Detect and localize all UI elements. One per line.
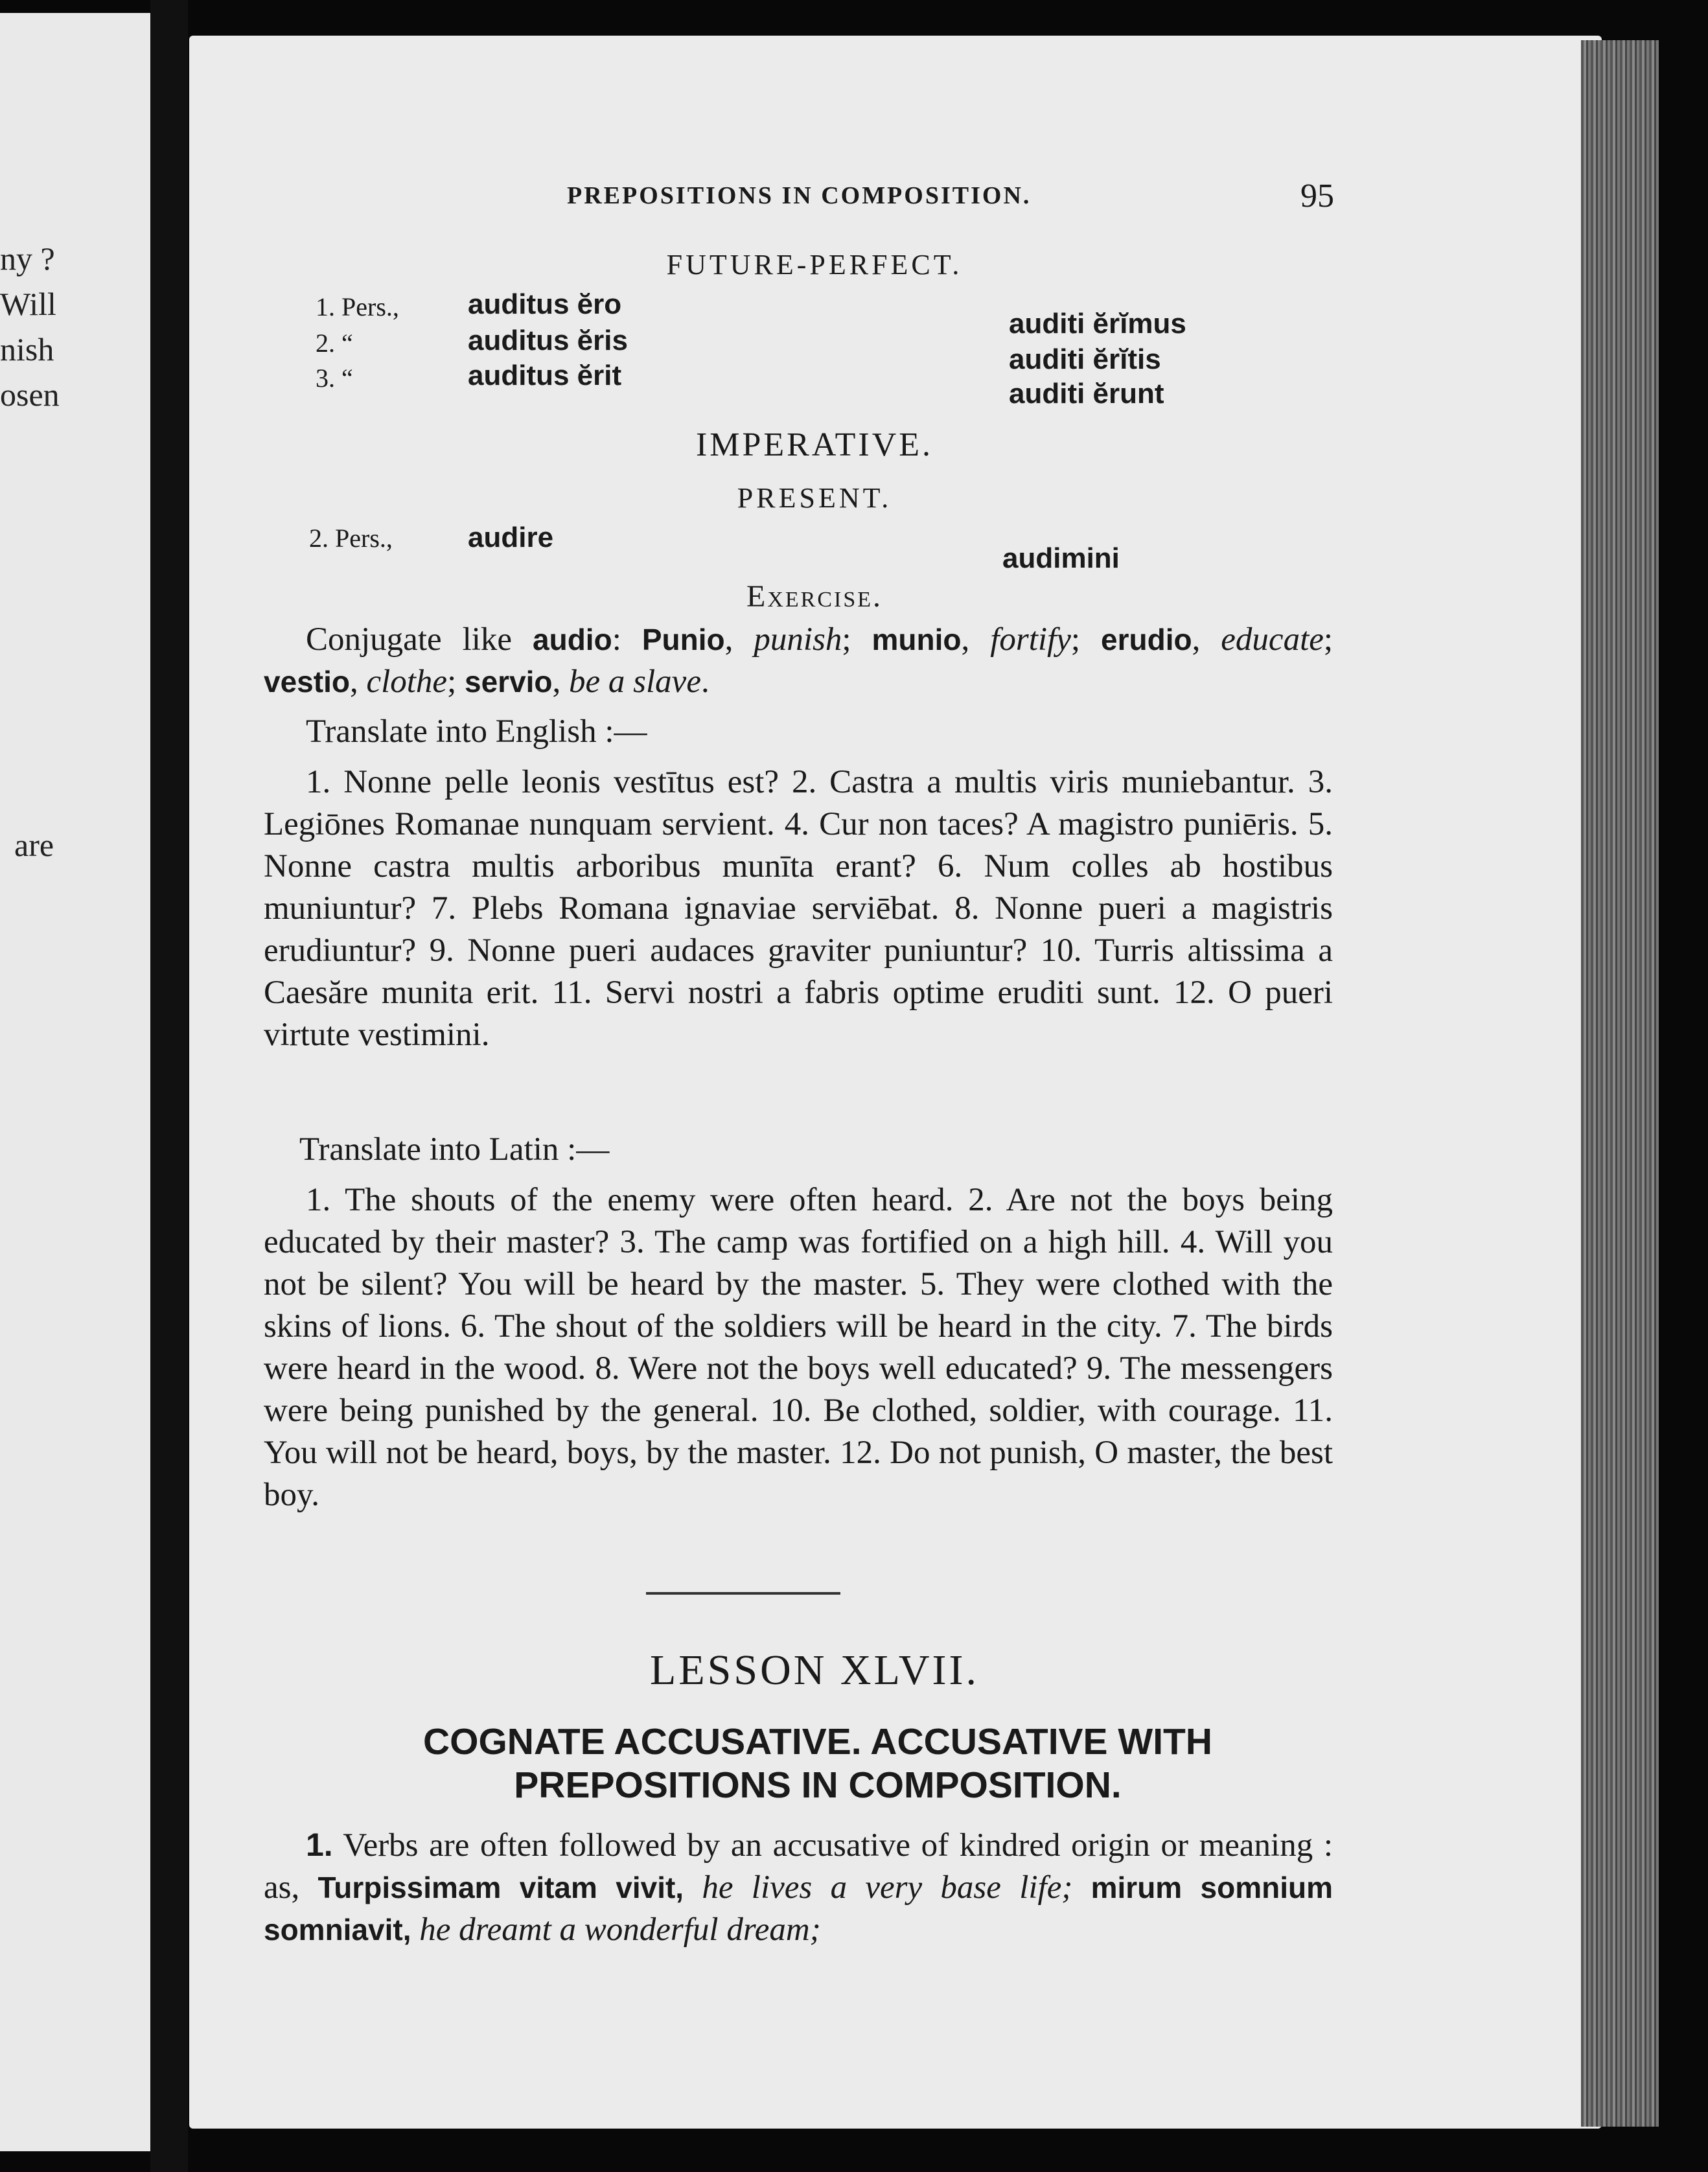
verb-english: punish: [754, 621, 842, 658]
left-page-fragment: osen: [0, 376, 60, 413]
page-edges: [1581, 40, 1659, 2127]
verb-latin: Punio: [641, 623, 725, 656]
rule-paragraph: [264, 1824, 1333, 1951]
to-english-exercise: [264, 761, 1333, 1056]
left-page-fragment: nish: [0, 331, 54, 367]
to-english-text: 1. Nonne pelle leonis vestītus est? 2. Castra a multis viris muniebantur. 3. Legiōnes Romanae nunquam servient. 4. Cur non taces? A magistro puniēris. 5. Nonne castra multis arboribus munīta erant? 6. Num colles ab hostibus muniuntur? 7. Plebs Romana ignaviae serviēbat. 8. Nonne pueri a magistris erudiuntur? 9. Nonne pueri audaces graviter puniuntur? 10. Turris altissima a Caesăre munita erit. 11. Servi nostri a fabris optime eruditi sunt. 12. O pueri virtute vestimini.: [264, 764, 1333, 1053]
example-english: he lives a very base life;: [702, 1869, 1073, 1906]
fp-plural: auditi ĕrĭtis: [1009, 343, 1161, 375]
fp-plural: auditi ĕrĭmus: [1009, 308, 1186, 340]
to-latin-heading: Translate into Latin :—: [299, 1131, 610, 1168]
exercise-heading: Exercise.: [746, 579, 883, 614]
verb-latin: vestio: [264, 665, 350, 699]
verb-english: educate: [1221, 621, 1324, 658]
lesson-title: [248, 1720, 1388, 1807]
conjugate-colon: :: [612, 621, 642, 658]
fp-singular: auditus ĕris: [468, 325, 628, 356]
fp-row-1: [316, 290, 399, 323]
conjugate-intro: Conjugate like: [306, 621, 533, 658]
verb-latin: munio: [871, 623, 962, 656]
verb-english: clothe: [366, 664, 448, 700]
verb-latin: erudio: [1101, 623, 1192, 656]
fp-person-label: 2. “: [316, 329, 353, 358]
fp-person-label: 3. “: [316, 364, 353, 393]
to-latin-text: 1. The shouts of the enemy were often heard. 2. Are not the boys being educated by their master? 3. The camp was fortified on a high hill. 4. Will you not be silent? You will be heard by the master. 5. They were clothed with the skins of lions. 6. The shout of the soldiers will be heard in the city. 7. The birds were heard in the wood. 8. Were not the boys well educated? 9. The messengers were being punished by the general. 10. Be clothed, soldier, with courage. 11. You will not be heard, boys, by the master. 12. Do not punish, O master, the best boy.: [264, 1182, 1333, 1513]
verb-english: fortify: [990, 621, 1071, 658]
book-spine: [150, 0, 188, 2172]
left-page-fragment: ny ?: [0, 240, 55, 277]
fp-person-label: 1. Pers.,: [316, 292, 399, 321]
to-english-heading: Translate into English :—: [306, 713, 647, 750]
example-latin: Turpissimam vitam vivit,: [317, 1871, 684, 1904]
lesson-number: LESSON XLVII.: [650, 1646, 979, 1694]
example-english: he dreamt a wonderful dream;: [419, 1912, 821, 1948]
imperative-person-label: 2. Pers.,: [309, 524, 393, 553]
imperative-heading: IMPERATIVE.: [695, 426, 934, 463]
lesson-title-line: PREPOSITIONS IN COMPOSITION.: [514, 1764, 1122, 1806]
left-page-fragment: are: [14, 827, 54, 863]
left-page-fragment: Will: [0, 286, 56, 322]
fp-singular: auditus ĕrit: [468, 360, 622, 391]
fp-row-2: [316, 326, 353, 359]
rule-number: 1.: [306, 1827, 333, 1863]
page-number: 95: [1300, 178, 1334, 214]
verb-latin: servio: [465, 665, 553, 699]
section-divider: [646, 1592, 840, 1595]
conjugate-model: audio: [533, 623, 612, 656]
verb-english: be a slave: [569, 664, 701, 700]
running-title: PREPOSITIONS IN COMPOSITION.: [567, 182, 1032, 209]
fp-row-3: [316, 361, 353, 394]
book-page: [189, 36, 1602, 2129]
fp-singular: auditus ĕro: [468, 288, 622, 320]
conjugate-instruction: Conjugate like audio: Punio, punish; munio, fortify; erudio, educate; vestio, clothe; servio, be a slave.: [264, 621, 1333, 700]
rule-text: Verbs are often followed by an accusative of kindred origin or meaning : as,: [264, 1827, 1333, 1906]
imperative-singular: audire: [468, 522, 554, 553]
example-latin: mirum somnium somniavit,: [264, 1871, 1333, 1947]
lesson-title-line: COGNATE ACCUSATIVE. ACCUSATIVE WITH: [422, 1721, 1213, 1762]
imperative-plural: audimini: [1002, 542, 1120, 574]
fp-plural: auditi ĕrunt: [1009, 378, 1164, 410]
present-heading: PRESENT.: [737, 482, 892, 514]
left-page: [0, 13, 150, 2151]
future-perfect-heading: FUTURE-PERFECT.: [666, 249, 963, 281]
to-latin-exercise: [264, 1179, 1333, 1516]
